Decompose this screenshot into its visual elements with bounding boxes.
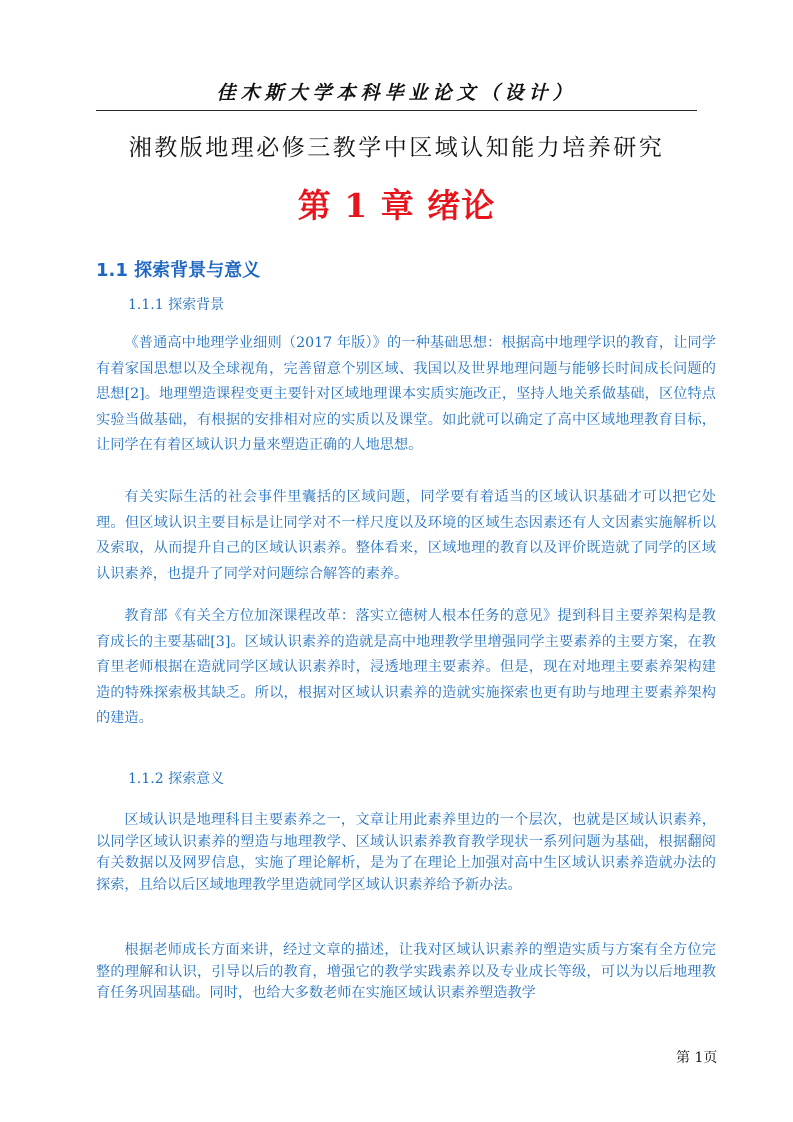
chapter-title: 第 1 章 绪论	[297, 186, 496, 225]
paragraph-4: 区域认识是地理科目主要素养之一，文章让用此素养里边的一个层次，也就是区域认识素养，以同学区域认识素养的塑造与地理教学、区域认识素养教育教学现状一系列问题为基础，根据翻阅有关数据以及网罗信息，实施了理论解析，是为了在理论上加强对高中生区域认识素养造就办法的探索，且给以后区域地理教学里造就同学区域认识素养给予新办法。	[96, 812, 716, 893]
paragraph-1: 《普通高中地理学业细则（2017 年版）》的一种基础思想：根据高中地理学识的教育，让同学有着家国思想以及全球视角，完善留意个别区域、我国以及世界地理问题与能够长时间成长问题的思想[2]。地理塑造课程变更主要针对区域地理课本实质实施改正，坚持人地关系做基础，区位特点实验当做基础，有根据的安排相对应的实质以及课堂。如此就可以确定了高中区域地理教育目标，让同学在有着区域认识力量来塑造正确的人地思想。	[96, 335, 716, 453]
paragraph-5: 根据老师成长方面来讲，经过文章的描述，让我对区域认识素养的塑造实质与方案有全方位完整的理解和认识，引导以后的教育，增强它的教学实践素养以及专业成长等级，可以为以后地理教育任务巩固基础。同时，也给大多数老师在实施区域认识素养塑造教学	[96, 942, 716, 1001]
section-heading: 1.1 探索背景与意义	[96, 260, 261, 281]
header-title: 佳木斯大学本科毕业论文（设计）	[216, 82, 577, 104]
header-divider	[96, 110, 697, 111]
subsection-heading-background: 1.1.1 探索背景	[128, 297, 225, 313]
thesis-title: 湘教版地理必修三教学中区域认知能力培养研究	[128, 135, 665, 161]
paragraph-3: 教育部《有关全方位加深课程改革：落实立德树人根本任务的意见》提到科目主要养架构是教育成长的主要基础[3]。区域认识素养的造就是高中地理教学里增强同学主要素养的主要方案，在教育里老师根据在造就同学区域认识素养时，浸透地理主要素养。但是，现在对地理主要素养架构建造的特殊探索极其缺乏。所以，根据对区域认识素养的造就实施探索也更有助与地理主要素养架构的建造。	[96, 608, 716, 726]
paragraph-2: 有关实际生活的社会事件里囊括的区域问题，同学要有着适当的区域认识基础才可以把它处理。但区域认识主要目标是让同学对不一样尺度以及环境的区域生态因素还有人文因素实施解析以及索取，从而提升自己的区域认识素养。整体看来，区域地理的教育以及评价既造就了同学的区域认识素养，也提升了同学对问题综合解答的素养。	[96, 489, 716, 582]
page-number: 第 1页	[676, 1050, 718, 1066]
subsection-heading-significance: 1.1.2 探索意义	[128, 771, 225, 787]
